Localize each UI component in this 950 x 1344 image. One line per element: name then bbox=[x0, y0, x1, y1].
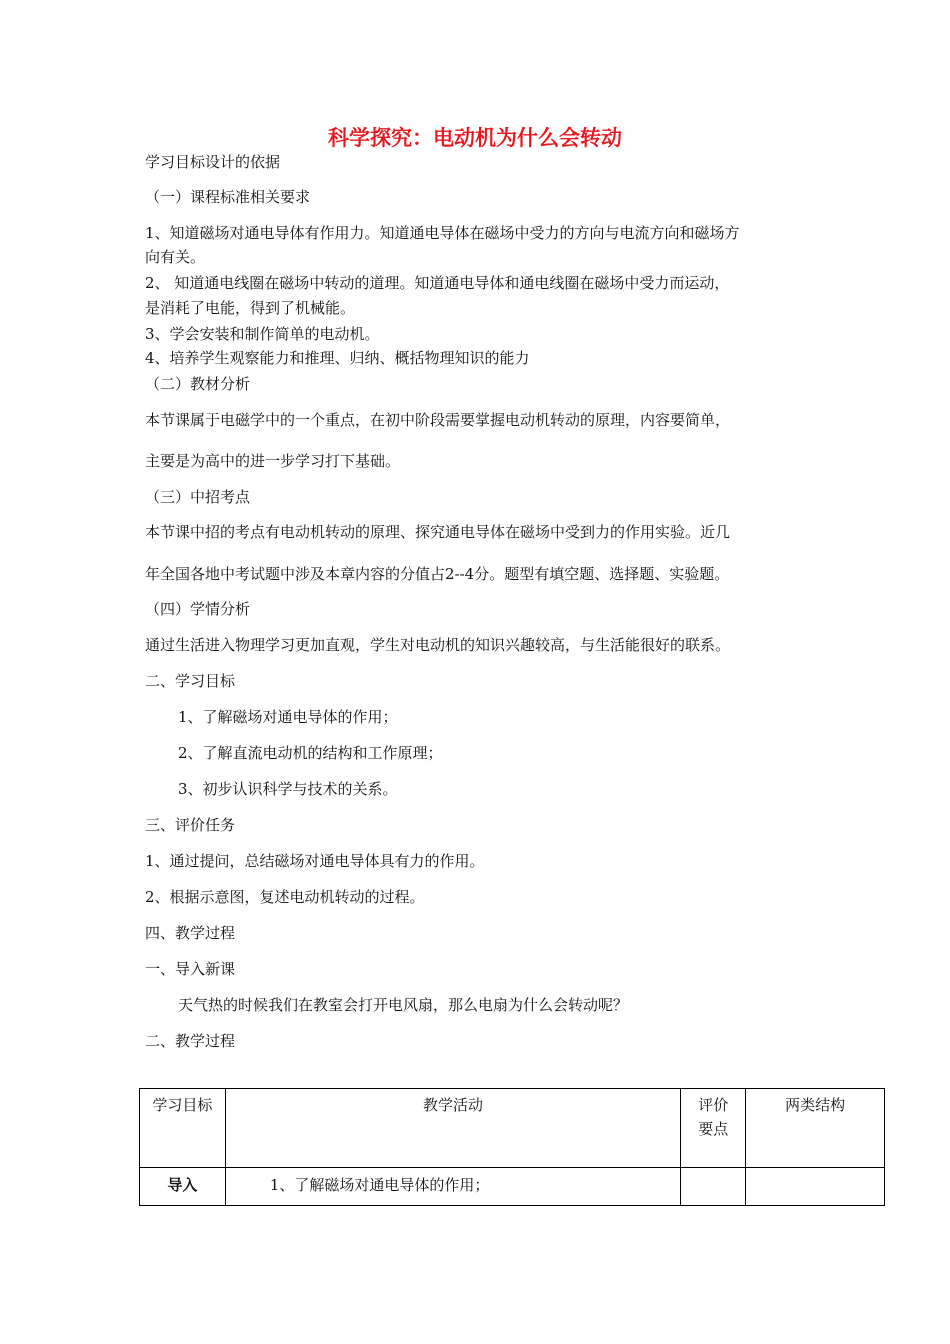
s2-line2: 主要是为高中的进一步学习打下基础。 bbox=[145, 452, 401, 470]
intro-heading: 一、导入新课 bbox=[145, 960, 236, 978]
row-cell-activity: 1、了解磁场对通电导体的作用； bbox=[225, 1168, 680, 1206]
s1-item4: 4、培养学生观察能力和推理、归纳、概括物理知识的能力 bbox=[145, 349, 530, 367]
section-1-heading: （一）课程标准相关要求 bbox=[145, 188, 311, 206]
s1-item3: 3、学会安装和制作简单的电动机。 bbox=[145, 325, 380, 343]
table-header-row bbox=[140, 1089, 885, 1168]
basis-heading: 学习目标设计的依据 bbox=[145, 153, 281, 171]
eval-item-2: 2、根据示意图，复述电动机转动的过程。 bbox=[145, 888, 425, 906]
goal-2: 2、了解直流电动机的结构和工作原理； bbox=[178, 744, 443, 762]
header-cell-structure: 两类结构 bbox=[746, 1089, 885, 1168]
row-cell-goal: 导入 bbox=[140, 1168, 226, 1206]
s1-item1-line1: 1、知道磁场对通电导体有作用力。知道通电导体在磁场中受力的方向与电流方向和磁场方 bbox=[145, 224, 740, 242]
s2-line1: 本节课属于电磁学中的一个重点，在初中阶段需要掌握电动机转动的原理，内容要简单， bbox=[145, 411, 731, 429]
eval-heading: 三、评价任务 bbox=[145, 816, 236, 834]
section-2-heading: （二）教材分析 bbox=[145, 375, 251, 393]
header-eval-line1: 评价 bbox=[698, 1096, 729, 1114]
intro-text: 天气热的时候我们在教室会打开电风扇，那么电扇为什么会转动呢？ bbox=[178, 996, 629, 1014]
goal-3: 3、初步认识科学与技术的关系。 bbox=[178, 780, 398, 798]
header-eval-line2: 要点 bbox=[698, 1120, 729, 1138]
s4-line1: 通过生活进入物理学习更加直观，学生对电动机的知识兴趣较高，与生活能很好的联系。 bbox=[145, 636, 731, 654]
section-3-heading: （三）中招考点 bbox=[145, 488, 251, 506]
process-2-heading: 二、教学过程 bbox=[145, 1032, 236, 1050]
s3-line2: 年全国各地中考试题中涉及本章内容的分值占2--4分。题型有填空题、选择题、实验题。 bbox=[145, 565, 730, 583]
header-cell-goal: 学习目标 bbox=[140, 1089, 226, 1168]
page-title: 科学探究：电动机为什么会转动 bbox=[328, 126, 622, 150]
goal-1: 1、了解磁场对通电导体的作用； bbox=[178, 708, 398, 726]
process-heading: 四、教学过程 bbox=[145, 924, 236, 942]
row-cell-eval bbox=[681, 1168, 746, 1206]
goals-heading: 二、学习目标 bbox=[145, 672, 236, 690]
row-cell-structure bbox=[746, 1168, 885, 1206]
s3-line1: 本节课中招的考点有电动机转动的原理、探究通电导体在磁场中受到力的作用实验。近几 bbox=[145, 523, 731, 541]
header-cell-activity: 教学活动 bbox=[225, 1089, 680, 1168]
s1-item2-line2: 是消耗了电能，得到了机械能。 bbox=[145, 299, 356, 317]
lesson-plan-table bbox=[139, 1088, 885, 1206]
table-row bbox=[140, 1168, 885, 1206]
eval-item-1: 1、通过提问，总结磁场对通电导体具有力的作用。 bbox=[145, 852, 485, 870]
s1-item1-line2: 向有关。 bbox=[145, 248, 206, 266]
section-4-heading: （四）学情分析 bbox=[145, 600, 251, 618]
s1-item2-line1: 2、 知道通电线圈在磁场中转动的道理。知道通电导体和通电线圈在磁场中受力而运动， bbox=[145, 274, 730, 292]
header-cell-eval bbox=[681, 1089, 746, 1168]
